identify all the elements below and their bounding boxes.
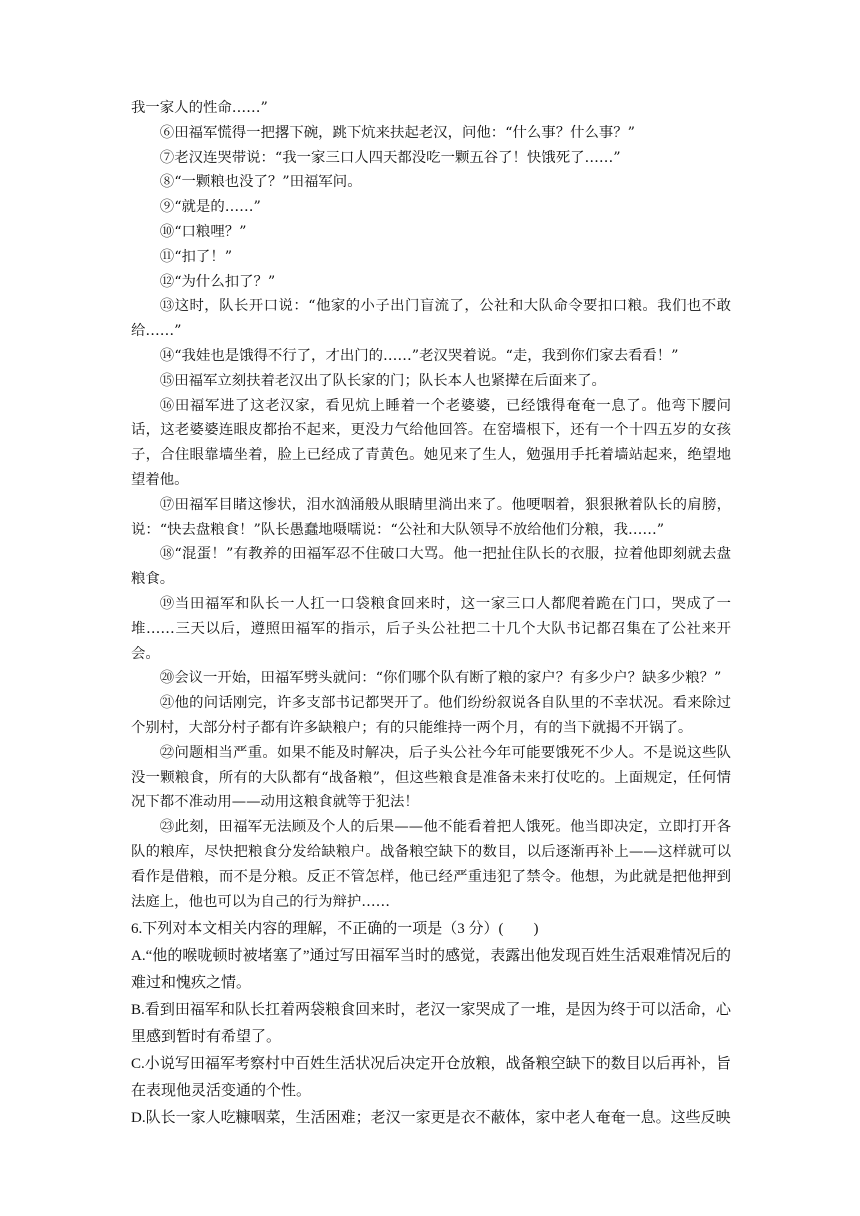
option-c: C.小说写田福军考察村中百姓生活状况后决定开仓放粮，战备粮空缺下的数目以后再补，旨在表现他灵活变通的个性。 [131, 1056, 731, 1100]
paragraph-21: ㉑他的问话刚完，许多支部书记都哭开了。他们纷纷叙说各自队里的不幸状况。看来除过个别村，大部分村子都有许多缺粮户；有的只能维持一两个月，有的当下就揭不开锅了。 [131, 695, 731, 736]
paragraph-11: ⑪“扣了！” [159, 248, 233, 265]
paragraph-8: ⑧“一颗粮也没了？”田福军问。 [159, 174, 362, 191]
question-6 [131, 916, 731, 1132]
paragraph-9: ⑨“就是的……” [159, 199, 261, 216]
paragraph-23: ㉓此刻，田福军无法顾及个人的后果——他不能看着把人饿死。他当即决定，立即打开各队的粮库，尽快把粮食分发给缺粮户。战备粮空缺下的数目，以后逐渐再补上——这样就可以看作是借粮，而不是分粮。反正不管怎样，他已经严重违犯了禁令。他想，为此就是把他押到法庭上，他也可以为自己的行为辩护…… [131, 819, 731, 910]
option-d: D.队长一家人吃糠咽菜，生活困难；老汉一家更是衣不蔽体，家中老人奄奄一息。这些反映 [131, 1110, 731, 1127]
option-b: B.看到田福军和队长扛着两袋粮食回来时，老汉一家哭成了一堆，是因为终于可以活命，心里感到暂时有希望了。 [131, 1002, 731, 1046]
paragraph-14: ⑭“我娃也是饿得不行了，才出门的……”老汉哭着说。“走，我到你们家去看看！” [159, 347, 679, 364]
paragraph-16: ⑯田福军进了这老汉家，看见炕上睡着一个老婆婆，已经饿得奄奄一息了。他弯下腰问话，这老婆婆连眼皮都抬不起来，更没力气给他回答。在窑墙根下，还有一个十四五岁的女孩子，合住眼靠墙坐着，脸上已经成了青黄色。她见来了生人，勉强用手托着墙站起来，绝望地望着他。 [131, 397, 731, 488]
paragraph-7: ⑦老汉连哭带说：“我一家三口人四天都没吃一颗五谷了！快饿死了……” [159, 149, 621, 166]
paragraph-continued: 我一家人的性命……” [131, 100, 268, 116]
paragraph-6: ⑥田福军慌得一把撂下碗，跳下炕来扶起老汉，问他：“什么事？什么事？” [159, 124, 636, 141]
paragraph-15: ⑮田福军立刻扶着老汉出了队长家的门；队长本人也紧撵在后面来了。 [159, 372, 606, 389]
paragraph-17: ⑰田福军目睹这惨状，泪水汹涌般从眼睛里淌出来了。他哽咽着，狠狠揪着队长的肩膀，说：“快去盘粮食！”队长愚蠢地嗫嚅说：“公社和大队领导不放给他们分粮，我……” [131, 496, 731, 538]
paragraph-19: ⑲当田福军和队长一人扛一口袋粮食回来时，这一家三口人都爬着跪在门口，哭成了一堆……三天以后，遵照田福军的指示，后子头公社把二十几个大队书记都召集在了公社来开会。 [131, 595, 731, 662]
paragraph-13: ⑬这时，队长开口说：“他家的小子出门盲流了，公社和大队命令要扣口粮。我们也不敢给……” [131, 298, 731, 340]
question-stem: 6.下列对本文相关内容的理解，不正确的一项是（3 分）( ) [131, 921, 539, 938]
document-page [131, 96, 731, 1132]
paragraph-12: ⑫“为什么扣了？” [159, 273, 276, 290]
paragraph-22: ㉒问题相当严重。如果不能及时解决，后子头公社今年可能要饿死不少人。不是说这些队没一颗粮食，所有的大队都有“战备粮”，但这些粮食是准备未来打仗吃的。上面规定，任何情况下都不准动用——动用这粮食就等于犯法！ [131, 744, 731, 811]
paragraph-20: ⑳会议一开始，田福军劈头就问：“你们哪个队有断了粮的家户？有多少户？缺多少粮？” [159, 670, 722, 687]
paragraph-10: ⑩“口粮哩？” [159, 223, 247, 240]
option-a: A.“他的喉咙顿时被堵塞了”通过写田福军当时的感觉，表露出他发现百姓生活艰难情况后的难过和愧疚之情。 [131, 948, 731, 992]
paragraph-18: ⑱“混蛋！”有教养的田福军忍不住破口大骂。他一把扯住队长的衣服，拉着他即刻就去盘粮食。 [131, 546, 731, 588]
